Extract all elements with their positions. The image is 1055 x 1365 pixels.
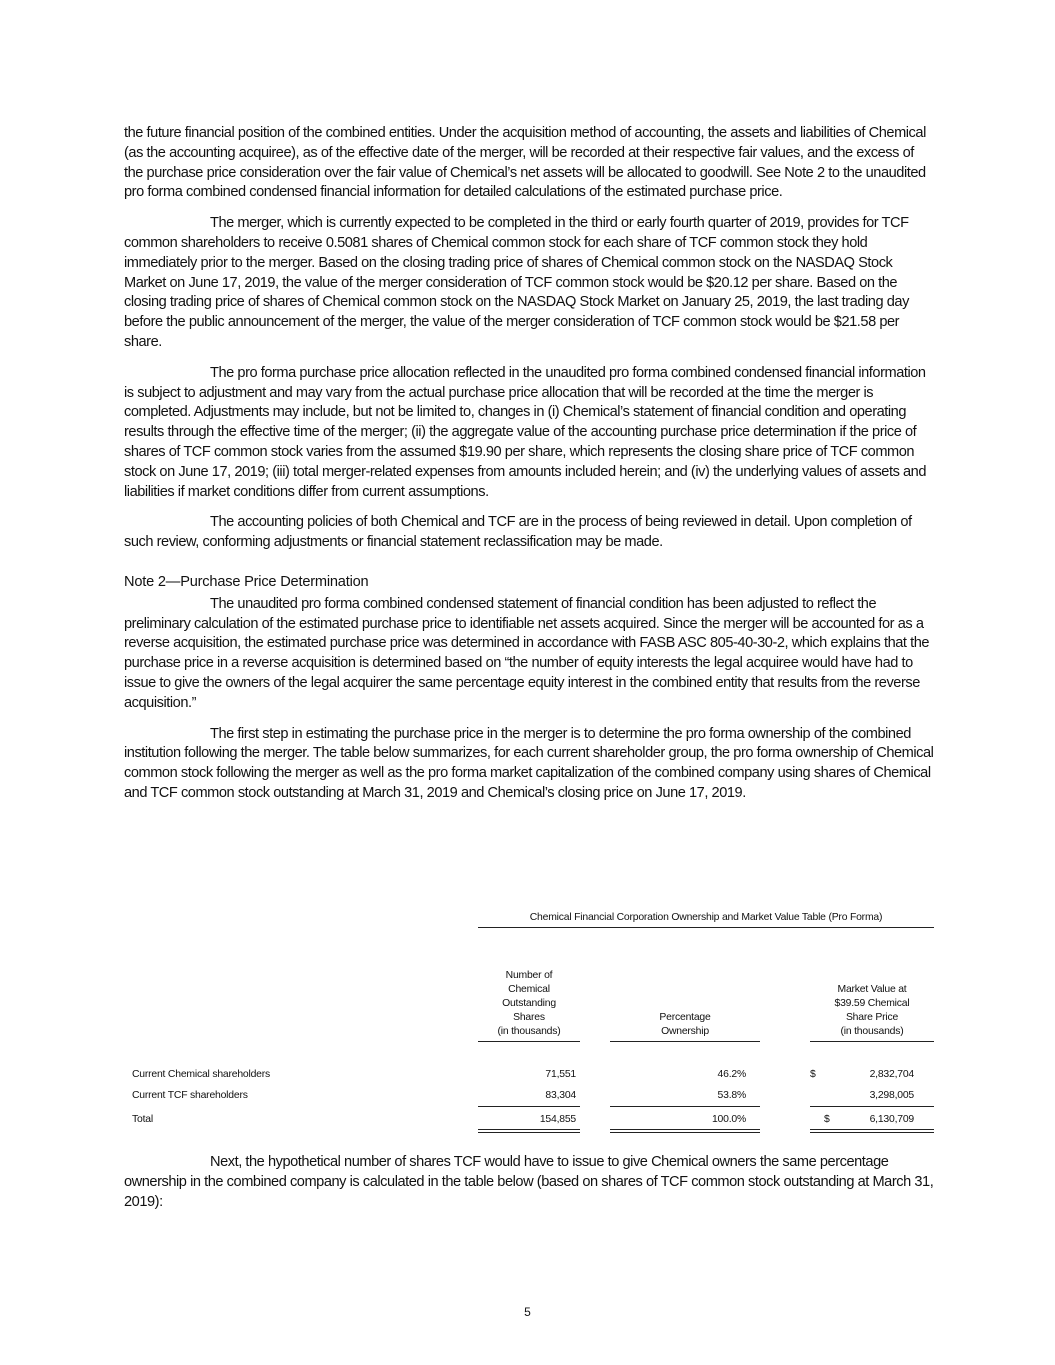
table-row (124, 1090, 936, 1106)
row-label: Total (132, 1114, 153, 1125)
subtotal-rule (610, 1106, 760, 1107)
document-body-continued (124, 1153, 934, 1223)
shares-value: 154,855 (539, 1114, 576, 1125)
paragraph-intro: the future financial position of the combined entities. Under the acquisition method of accounting, the assets and liabilities of Chemical (as the accounting acquiree), as of the effective date of the merger, will be recorded at their respective fair values, and the excess of the purchase price consideration over the fair value of Chemical’s net assets will be allocated to goodwill. See Note 2 to the unaudited pro forma combined condensed financial information for detailed calculations of the estimated purchase price. (124, 125, 926, 201)
document-body (124, 124, 934, 815)
row-label: Current Chemical shareholders (132, 1069, 270, 1080)
percentage-value: 46.2% (717, 1069, 746, 1080)
subtotal-rule (478, 1106, 580, 1107)
market-value: 2,832,704 (869, 1069, 914, 1080)
column-header-shares: Number of Chemical Outstanding Shares (in thousands) (478, 969, 580, 1042)
table-title: Chemical Financial Corporation Ownership and Market Value Table (Pro Forma) (478, 912, 934, 928)
paragraph-purchase-price: The unaudited pro forma combined condensed statement of financial condition has been adjusted to reflect the preliminary calculation of the estimated purchase price to identifiable net assets acquired. Since the merger will be accounted for as a reverse acquisition, the estimated purchase price was determined in accordance with FASB ASC 805-40-30-2, which explains that the purchase price in a reverse acquisition is determined based on “the number of equity interests the legal acquiree would have had to issue to give the owners of the legal acquirer the same percentage equity interest in the combined entity that results from the reverse acquisition.” (124, 595, 930, 711)
paragraph-price-allocation: The pro forma purchase price allocation reflected in the unaudited pro forma combined condensed financial information is subject to adjustment and may vary from the actual purchase price allocation that will be recorded at the time the merger is completed. Adjustments may include, but not be limited to, changes in (i) Chemical’s statement of financial condition and operating results through the effective time of the merger; (ii) the aggregate value of the accounting purchase price determination if the price of shares of TCF common stock varies from the assumed $19.90 per share, which represents the closing share price of TCF common stock on June 17, 2019; (iii) total merger-related expenses from amounts included herein; and (iv) the underlying values of assets and liabilities if market conditions differ from current assumptions. (124, 364, 927, 500)
market-value: 3,298,005 (869, 1090, 914, 1101)
column-header-percentage: Percentage Ownership (610, 1011, 760, 1042)
table-row-total (124, 1114, 936, 1130)
total-double-rule (478, 1129, 580, 1133)
shares-value: 83,304 (545, 1090, 576, 1101)
paragraph-merger-terms: The merger, which is currently expected to be completed in the third or early fourth quarter of 2019, provides for TCF common shareholders to receive 0.5081 shares of Chemical common stock for each share of TCF common stock they hold immediately prior to the merger. Based on the closing trading price of shares of Chemical common stock on the NASDAQ Stock Market on June 17, 2019, the value of the merger consideration of TCF common stock would be $20.12 per share. Based on the closing trading price of shares of Chemical common stock on the NASDAQ Stock Market on January 25, 2019, the last trading day before the public announcement of the merger, the value of the merger consideration of TCF common stock would be $21.58 per share. (124, 215, 909, 350)
percentage-value: 100.0% (711, 1114, 746, 1125)
paragraph-accounting-policies: The accounting policies of both Chemical and TCF are in the process of being reviewed in detail. Upon completion of such review, conforming adjustments or financial statement reclassification may be made. (124, 514, 912, 551)
column-header-market-value: Market Value at $39.59 Chemical Share Price (in thousands) (810, 983, 934, 1042)
market-value: 6,130,709 (869, 1114, 914, 1125)
percentage-value: 53.8% (717, 1090, 746, 1101)
paragraph-first-step: The first step in estimating the purchase price in the merger is to determine the pro forma ownership of the combined institution following the merger. The table below summarizes, for each current shareholder group, the pro forma ownership of Chemical common stock following the merger as well as the pro forma market capitalization of the combined company using shares of Chemical and TCF common stock outstanding at March 31, 2019 and Chemical’s closing price on June 17, 2019. (124, 725, 934, 801)
subtotal-rule (810, 1106, 934, 1107)
total-double-rule (610, 1129, 760, 1133)
shares-value: 71,551 (545, 1069, 576, 1080)
row-label: Current TCF shareholders (132, 1090, 248, 1101)
note-2-heading: Note 2—Purchase Price Determination (124, 573, 369, 590)
currency-symbol: $ (824, 1114, 830, 1125)
currency-symbol: $ (810, 1069, 816, 1080)
page-number: 5 (524, 1305, 531, 1319)
table-row (124, 1069, 936, 1085)
paragraph-next-step: Next, the hypothetical number of shares TCF would have to issue to give Chemical owners the same percentage ownership in the combined company is calculated in the table below (based on shares of TCF common stock outstanding at March 31, 2019): (124, 1154, 934, 1210)
total-double-rule (810, 1129, 934, 1133)
